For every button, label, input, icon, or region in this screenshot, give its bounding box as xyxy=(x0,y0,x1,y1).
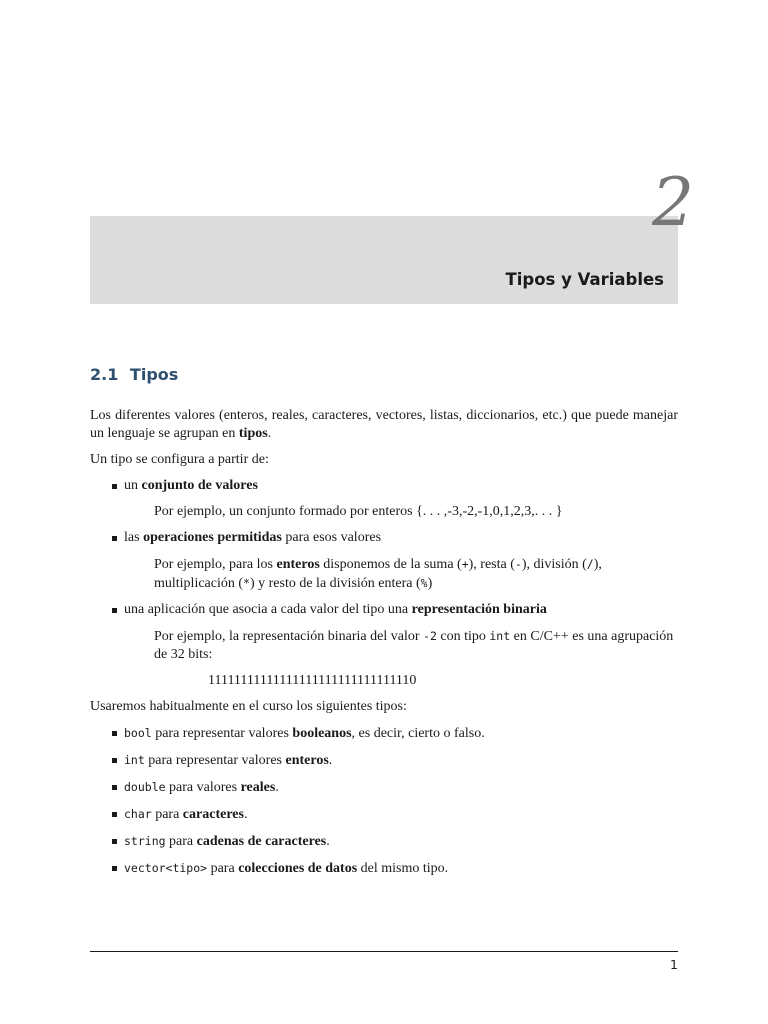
type-item: double para valores reales. xyxy=(90,778,678,797)
chapter-header-band xyxy=(90,216,678,304)
list-item: un conjunto de valores xyxy=(90,477,678,495)
section-title: Tipos xyxy=(129,365,179,384)
example-text: Por ejemplo, para los enteros disponemos de la suma (+), resta (-), división (/), multiplicación (*) y resto de la división entera (%) xyxy=(154,557,602,591)
type-item: int para representar valores enteros. xyxy=(90,751,678,770)
bullet-square-icon xyxy=(112,536,117,541)
type-item: string para cadenas de caracteres. xyxy=(90,832,678,851)
section-number: 2.1 xyxy=(90,365,119,384)
bullet-square-icon xyxy=(112,785,117,790)
bullet-square-icon xyxy=(112,866,117,871)
example-text: Por ejemplo, la representación binaria del valor -2 con tipo int en C/C++ es una agrupación de 32 bits: xyxy=(154,629,674,662)
type-item: char para caracteres. xyxy=(90,805,678,824)
bullet-square-icon xyxy=(112,608,117,613)
chapter-title: Tipos y Variables xyxy=(505,270,664,289)
usage-intro: Usaremos habitualmente en el curso los siguientes tipos: xyxy=(90,699,407,714)
type-item: vector<tipo> para colecciones de datos del mismo tipo. xyxy=(90,859,678,878)
bullet-square-icon xyxy=(112,758,117,763)
page-number: 1 xyxy=(670,957,678,972)
body-text xyxy=(90,407,678,886)
bullet-square-icon xyxy=(112,731,117,736)
intro-paragraph-2: Un tipo se configura a partir de: xyxy=(90,452,269,467)
binary-representation: 11111111111111111111111111111110 xyxy=(208,673,417,688)
bullet-square-icon xyxy=(112,812,117,817)
list-item: una aplicación que asocia a cada valor del tipo una representación binaria xyxy=(90,601,678,619)
example-text: Por ejemplo, un conjunto formado por enteros {. . . ,-3,-2,-1,0,1,2,3,. . . } xyxy=(154,504,563,519)
footer-divider xyxy=(90,951,678,952)
list-item: las operaciones permitidas para esos valores xyxy=(90,529,678,547)
chapter-number: 2 xyxy=(652,164,694,241)
intro-paragraph: Los diferentes valores (enteros, reales, caracteres, vectores, listas, diccionarios, etc.) que puede manejar un lenguaje se agrupan en tipos. xyxy=(90,408,678,441)
section-heading xyxy=(90,365,178,384)
bullet-square-icon xyxy=(112,839,117,844)
bullet-square-icon xyxy=(112,484,117,489)
type-item: bool para representar valores booleanos, es decir, cierto o falso. xyxy=(90,724,678,743)
